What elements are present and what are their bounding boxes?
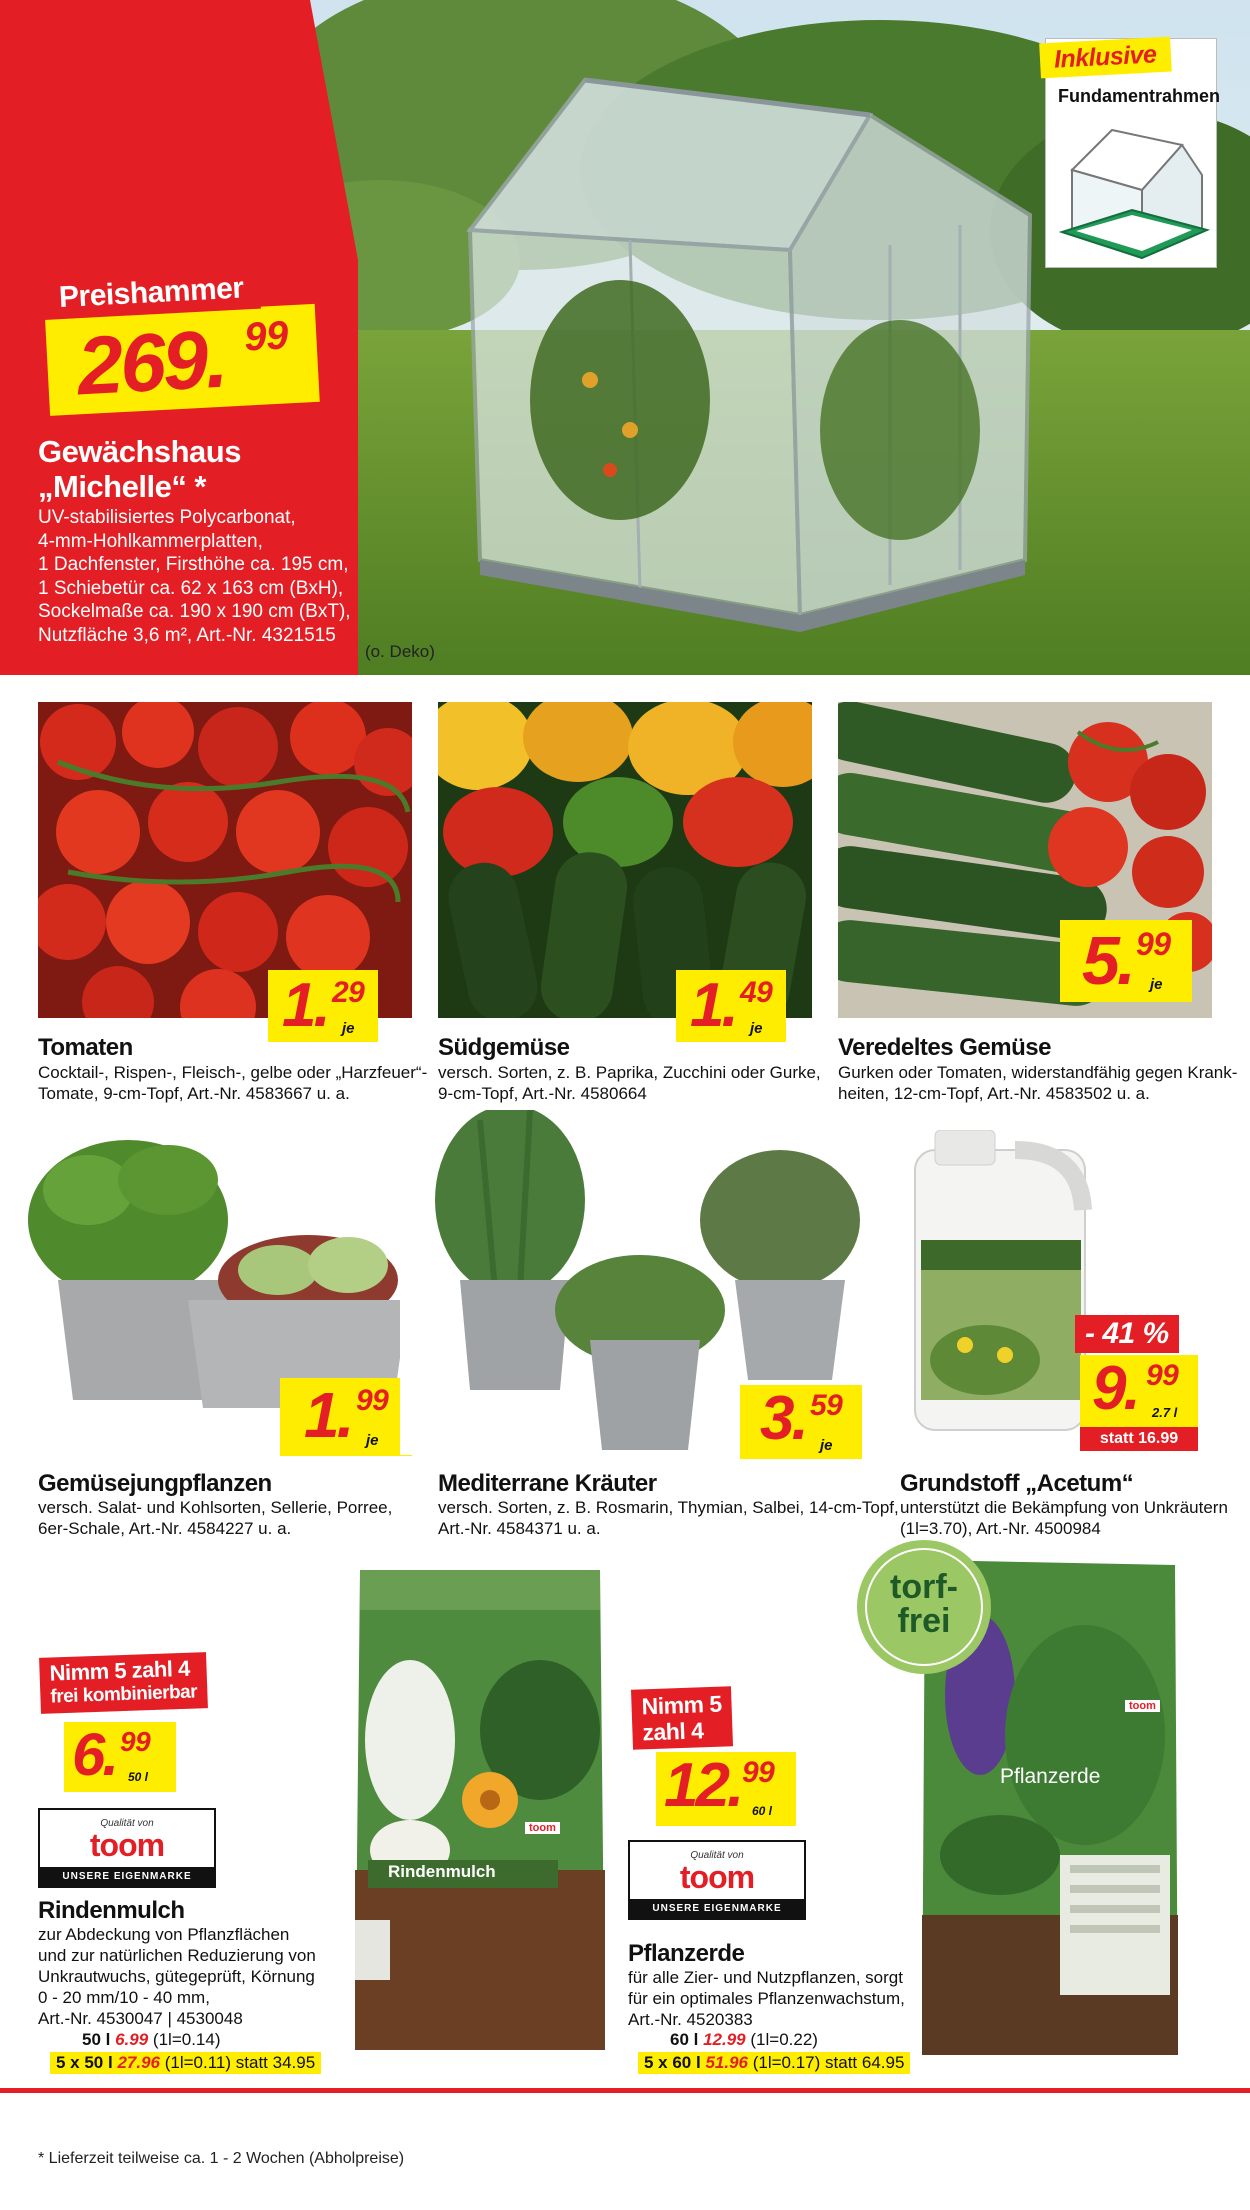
kraeuter-price-tag: 3. 59 je [740, 1385, 862, 1459]
acetum-description: unterstützt die Bekämpfung von Unkräutern (1l=3.70), Art.-Nr. 4500984 [900, 1498, 1228, 1538]
hero-product-title: Gewächshaus „Michelle“ * [38, 434, 241, 504]
pflanzerde-bag-brand: toom [1125, 1700, 1160, 1712]
acetum-title: Grundstoff „Acetum“ [900, 1470, 1134, 1497]
jungpflanzen-price-tag: 1. 99 je [280, 1378, 412, 1456]
pflanzerde-price-tag: 12. 99 60 l [656, 1752, 796, 1826]
jungpflanzen-description: versch. Salat- und Kohlsorten, Sellerie, Porree, 6er-Schale, Art.-Nr. 4584227 u. a. [38, 1498, 393, 1538]
veredeltes-title: Veredeltes Gemüse [838, 1034, 1051, 1061]
rindenmulch-description: zur Abdeckung von Pflanzflächen und zur natürlichen Reduzierung von Unkrautwuchs, gütegeprüft, Körnung 0 - 20 mm/10 - 40 mm, Art.-Nr. 4530047 | 4530048 [38, 1925, 316, 2028]
hero-description: UV-stabilisiertes Polycarbonat, 4-mm-Hohlkammerplatten, 1 Dachfenster, Firsthöhe ca. 195 cm, 1 Schiebetür ca. 62 x 163 cm (BxH), Sockelmaße ca. 190 x 190 cm (BxT), Nutzfläche 3,6 m², Art.-Nr. 4321515 [38, 507, 351, 646]
rindenmulch-bag-brand: toom [525, 1822, 560, 1834]
kraeuter-title: Mediterrane Kräuter [438, 1470, 657, 1497]
preishammer-label: Preishammer [42, 267, 261, 320]
veredeltes-price-tag: 5. 99 je [1060, 920, 1192, 1002]
suedgemuese-price-tag: 1. 49 je [676, 970, 786, 1042]
veredeltes-description: Gurken oder Tomaten, widerstandfähig gegen Krank- heiten, 12-cm-Topf, Art.-Nr. 4583502 u. a. [838, 1063, 1238, 1103]
rindenmulch-bag-label: Rindenmulch [388, 1862, 496, 1881]
footer-divider [0, 2088, 1250, 2093]
rindenmulch-bag-image [350, 1560, 612, 2060]
rindenmulch-promo-badge: Nimm 5 zahl 4 frei kombinierbar [39, 1652, 208, 1714]
kraeuter-description: versch. Sorten, z. B. Rosmarin, Thymian, Salbei, 14-cm-Topf, Art.-Nr. 4584371 u. a. [438, 1498, 899, 1538]
acetum-discount-badge: - 41 % [1075, 1315, 1179, 1353]
hero-price-cents: 99 [243, 313, 289, 360]
suedgemuese-title: Südgemüse [438, 1034, 570, 1061]
acetum-original-price: statt 16.99 [1080, 1427, 1198, 1451]
jungpflanzen-title: Gemüsejungpflanzen [38, 1470, 272, 1497]
toom-brand-logo: Qualität von toom UNSERE EIGENMARKE [38, 1808, 216, 1888]
acetum-price-tag: 9. 99 2.7 l [1080, 1355, 1198, 1427]
pflanzerde-multi-price: 5 x 60 l 51.96 (1l=0.17) statt 64.95 [638, 2052, 910, 2074]
pflanzerde-title: Pflanzerde [628, 1940, 745, 1967]
tomaten-description: Cocktail-, Rispen-, Fleisch-, gelbe oder „Harzfeuer“- Tomate, 9-cm-Topf, Art.-Nr. 4583667 u. a. [38, 1063, 428, 1103]
hero-section [0, 0, 1250, 675]
tomaten-title: Tomaten [38, 1034, 133, 1061]
delivery-footnote: * Lieferzeit teilweise ca. 1 - 2 Wochen (Abholpreise) [38, 2150, 405, 2167]
rindenmulch-single-price: 50 l 6.99 (1l=0.14) [82, 2030, 221, 2049]
hero-price-main: 269. [75, 313, 228, 413]
pflanzerde-description: für alle Zier- und Nutzpflanzen, sorgt für ein optimales Pflanzenwachstum, Art.-Nr. 4520383 [628, 1968, 905, 2029]
tomaten-price-tag: 1. 29 je [268, 970, 378, 1042]
deko-note: (o. Deko) [365, 642, 435, 661]
rindenmulch-price-tag: 6. 99 50 l [64, 1722, 176, 1792]
inklusive-label: Inklusive [1039, 37, 1171, 79]
pflanzerde-bag-label: Pflanzerde [1000, 1765, 1101, 1788]
rindenmulch-multi-price: 5 x 50 l 27.96 (1l=0.11) statt 34.95 [50, 2052, 321, 2074]
pflanzerde-promo-badge: Nimm 5 zahl 4 [631, 1686, 733, 1749]
hero-price-tag [45, 304, 320, 416]
toom-brand-logo-2: Qualität von toom UNSERE EIGENMARKE [628, 1840, 806, 1920]
vegetable-seedlings-image [18, 1130, 418, 1415]
torf-frei-text: torf- frei [890, 1568, 958, 1640]
rindenmulch-title: Rindenmulch [38, 1897, 185, 1924]
suedgemuese-description: versch. Sorten, z. B. Paprika, Zucchini oder Gurke, 9-cm-Topf, Art.-Nr. 4580664 [438, 1063, 821, 1103]
pflanzerde-single-price: 60 l 12.99 (1l=0.22) [670, 2030, 818, 2049]
greenhouse-frame-icon [1052, 110, 1212, 265]
acetum-canister-image [905, 1130, 1105, 1440]
fundamentrahmen-label: Fundamentrahmen [1058, 86, 1221, 106]
